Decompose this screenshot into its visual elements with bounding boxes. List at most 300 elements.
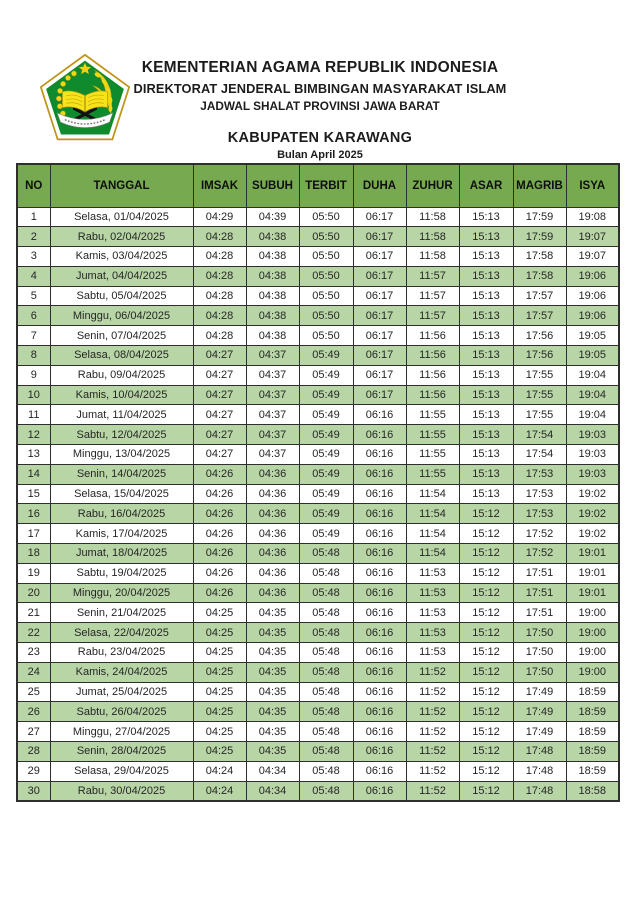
- cell-magrib: 17:56: [513, 326, 566, 346]
- cell-magrib: 17:49: [513, 722, 566, 742]
- cell-imsak: 04:28: [193, 326, 246, 346]
- column-header-magrib: MAGRIB: [513, 164, 566, 207]
- cell-isya: 19:06: [566, 306, 619, 326]
- cell-terbit: 05:48: [299, 682, 353, 702]
- cell-tanggal: Sabtu, 12/04/2025: [50, 425, 193, 445]
- cell-imsak: 04:27: [193, 385, 246, 405]
- cell-zuhur: 11:52: [406, 781, 459, 801]
- cell-asar: 15:13: [459, 385, 513, 405]
- cell-asar: 15:13: [459, 464, 513, 484]
- cell-tanggal: Sabtu, 05/04/2025: [50, 286, 193, 306]
- cell-tanggal: Selasa, 29/04/2025: [50, 761, 193, 781]
- cell-tanggal: Sabtu, 26/04/2025: [50, 702, 193, 722]
- cell-zuhur: 11:52: [406, 761, 459, 781]
- cell-zuhur: 11:58: [406, 207, 459, 227]
- cell-asar: 15:12: [459, 781, 513, 801]
- cell-asar: 15:13: [459, 227, 513, 247]
- cell-subuh: 04:35: [246, 603, 299, 623]
- cell-imsak: 04:28: [193, 286, 246, 306]
- cell-zuhur: 11:56: [406, 365, 459, 385]
- cell-duha: 06:16: [353, 761, 406, 781]
- cell-no: 29: [17, 761, 50, 781]
- cell-isya: 19:05: [566, 326, 619, 346]
- table-row: [17, 425, 619, 445]
- cell-terbit: 05:49: [299, 365, 353, 385]
- cell-duha: 06:16: [353, 742, 406, 762]
- cell-zuhur: 11:58: [406, 227, 459, 247]
- cell-no: 7: [17, 326, 50, 346]
- cell-no: 4: [17, 266, 50, 286]
- cell-subuh: 04:35: [246, 643, 299, 663]
- cell-asar: 15:13: [459, 445, 513, 465]
- cell-zuhur: 11:53: [406, 563, 459, 583]
- column-header-asar: ASAR: [459, 164, 513, 207]
- cell-subuh: 04:35: [246, 742, 299, 762]
- cell-zuhur: 11:53: [406, 623, 459, 643]
- table-row: [17, 306, 619, 326]
- table-row: [17, 464, 619, 484]
- cell-isya: 19:05: [566, 346, 619, 366]
- cell-magrib: 17:57: [513, 286, 566, 306]
- cell-duha: 06:16: [353, 504, 406, 524]
- cell-terbit: 05:49: [299, 504, 353, 524]
- cell-asar: 15:12: [459, 761, 513, 781]
- cell-tanggal: Senin, 14/04/2025: [50, 464, 193, 484]
- cell-no: 24: [17, 662, 50, 682]
- cell-magrib: 17:54: [513, 425, 566, 445]
- cell-no: 15: [17, 484, 50, 504]
- cell-isya: 19:02: [566, 524, 619, 544]
- cell-asar: 15:13: [459, 306, 513, 326]
- cell-zuhur: 11:55: [406, 445, 459, 465]
- cell-asar: 15:12: [459, 662, 513, 682]
- cell-isya: 18:59: [566, 682, 619, 702]
- cell-magrib: 17:59: [513, 207, 566, 227]
- cell-isya: 18:59: [566, 702, 619, 722]
- cell-imsak: 04:28: [193, 306, 246, 326]
- cell-magrib: 17:48: [513, 781, 566, 801]
- cell-asar: 15:13: [459, 266, 513, 286]
- cell-tanggal: Jumat, 11/04/2025: [50, 405, 193, 425]
- cell-magrib: 17:54: [513, 445, 566, 465]
- cell-subuh: 04:39: [246, 207, 299, 227]
- table-row: [17, 484, 619, 504]
- cell-tanggal: Kamis, 03/04/2025: [50, 247, 193, 267]
- cell-asar: 15:12: [459, 524, 513, 544]
- cell-no: 8: [17, 346, 50, 366]
- cell-zuhur: 11:56: [406, 346, 459, 366]
- cell-subuh: 04:34: [246, 781, 299, 801]
- cell-duha: 06:16: [353, 722, 406, 742]
- table-row: [17, 682, 619, 702]
- cell-duha: 06:16: [353, 623, 406, 643]
- cell-isya: 19:00: [566, 662, 619, 682]
- column-header-imsak: IMSAK: [193, 164, 246, 207]
- cell-tanggal: Selasa, 01/04/2025: [50, 207, 193, 227]
- cell-imsak: 04:24: [193, 761, 246, 781]
- cell-magrib: 17:55: [513, 385, 566, 405]
- cell-imsak: 04:26: [193, 464, 246, 484]
- cell-duha: 06:16: [353, 682, 406, 702]
- cell-isya: 18:58: [566, 781, 619, 801]
- cell-subuh: 04:36: [246, 544, 299, 564]
- cell-subuh: 04:35: [246, 662, 299, 682]
- cell-magrib: 17:58: [513, 247, 566, 267]
- cell-zuhur: 11:54: [406, 504, 459, 524]
- cell-subuh: 04:38: [246, 247, 299, 267]
- cell-terbit: 05:50: [299, 306, 353, 326]
- cell-duha: 06:16: [353, 464, 406, 484]
- cell-imsak: 04:25: [193, 682, 246, 702]
- cell-magrib: 17:50: [513, 643, 566, 663]
- cell-imsak: 04:28: [193, 247, 246, 267]
- cell-duha: 06:17: [353, 266, 406, 286]
- cell-subuh: 04:34: [246, 761, 299, 781]
- cell-isya: 19:02: [566, 504, 619, 524]
- table-row: [17, 227, 619, 247]
- table-row: [17, 247, 619, 267]
- cell-zuhur: 11:57: [406, 266, 459, 286]
- cell-zuhur: 11:55: [406, 425, 459, 445]
- cell-asar: 15:13: [459, 286, 513, 306]
- cell-asar: 15:12: [459, 722, 513, 742]
- cell-duha: 06:16: [353, 544, 406, 564]
- cell-asar: 15:12: [459, 643, 513, 663]
- cell-imsak: 04:24: [193, 781, 246, 801]
- cell-duha: 06:16: [353, 781, 406, 801]
- cell-imsak: 04:26: [193, 524, 246, 544]
- cell-terbit: 05:48: [299, 623, 353, 643]
- cell-terbit: 05:49: [299, 405, 353, 425]
- cell-imsak: 04:26: [193, 484, 246, 504]
- cell-imsak: 04:25: [193, 623, 246, 643]
- cell-isya: 19:08: [566, 207, 619, 227]
- column-header-zuhur: ZUHUR: [406, 164, 459, 207]
- cell-tanggal: Selasa, 15/04/2025: [50, 484, 193, 504]
- cell-magrib: 17:52: [513, 524, 566, 544]
- cell-tanggal: Rabu, 30/04/2025: [50, 781, 193, 801]
- cell-subuh: 04:36: [246, 464, 299, 484]
- cell-imsak: 04:27: [193, 346, 246, 366]
- cell-magrib: 17:52: [513, 544, 566, 564]
- cell-subuh: 04:37: [246, 425, 299, 445]
- cell-zuhur: 11:56: [406, 385, 459, 405]
- cell-duha: 06:16: [353, 583, 406, 603]
- table-row: [17, 524, 619, 544]
- cell-zuhur: 11:54: [406, 544, 459, 564]
- cell-duha: 06:16: [353, 603, 406, 623]
- cell-zuhur: 11:57: [406, 306, 459, 326]
- cell-terbit: 05:48: [299, 702, 353, 722]
- cell-isya: 19:01: [566, 583, 619, 603]
- cell-tanggal: Kamis, 10/04/2025: [50, 385, 193, 405]
- cell-magrib: 17:51: [513, 603, 566, 623]
- cell-terbit: 05:49: [299, 524, 353, 544]
- cell-magrib: 17:51: [513, 563, 566, 583]
- cell-terbit: 05:49: [299, 385, 353, 405]
- cell-terbit: 05:48: [299, 563, 353, 583]
- cell-subuh: 04:35: [246, 722, 299, 742]
- cell-subuh: 04:38: [246, 286, 299, 306]
- cell-imsak: 04:26: [193, 544, 246, 564]
- cell-terbit: 05:49: [299, 346, 353, 366]
- cell-isya: 18:59: [566, 722, 619, 742]
- cell-asar: 15:12: [459, 682, 513, 702]
- cell-terbit: 05:48: [299, 603, 353, 623]
- cell-magrib: 17:48: [513, 742, 566, 762]
- cell-isya: 19:06: [566, 286, 619, 306]
- column-header-subuh: SUBUH: [246, 164, 299, 207]
- ministry-title: KEMENTERIAN AGAMA REPUBLIK INDONESIA: [141, 59, 499, 76]
- cell-no: 19: [17, 563, 50, 583]
- cell-zuhur: 11:58: [406, 247, 459, 267]
- cell-duha: 06:17: [353, 207, 406, 227]
- cell-subuh: 04:38: [246, 227, 299, 247]
- cell-no: 9: [17, 365, 50, 385]
- column-header-duha: DUHA: [353, 164, 406, 207]
- cell-duha: 06:16: [353, 445, 406, 465]
- cell-isya: 19:00: [566, 623, 619, 643]
- cell-magrib: 17:55: [513, 365, 566, 385]
- cell-no: 18: [17, 544, 50, 564]
- table-row: [17, 445, 619, 465]
- table-row: [17, 544, 619, 564]
- cell-imsak: 04:25: [193, 722, 246, 742]
- cell-tanggal: Rabu, 09/04/2025: [50, 365, 193, 385]
- cell-tanggal: Senin, 21/04/2025: [50, 603, 193, 623]
- cell-tanggal: Minggu, 13/04/2025: [50, 445, 193, 465]
- cell-isya: 19:01: [566, 563, 619, 583]
- cell-no: 21: [17, 603, 50, 623]
- table-row: [17, 662, 619, 682]
- cell-zuhur: 11:52: [406, 742, 459, 762]
- cell-subuh: 04:37: [246, 445, 299, 465]
- cell-subuh: 04:38: [246, 306, 299, 326]
- cell-no: 17: [17, 524, 50, 544]
- cell-asar: 15:12: [459, 563, 513, 583]
- cell-duha: 06:16: [353, 563, 406, 583]
- cell-no: 12: [17, 425, 50, 445]
- cell-tanggal: Jumat, 18/04/2025: [50, 544, 193, 564]
- cell-terbit: 05:48: [299, 662, 353, 682]
- cell-duha: 06:17: [353, 385, 406, 405]
- cell-isya: 19:04: [566, 385, 619, 405]
- cell-zuhur: 11:52: [406, 702, 459, 722]
- cell-terbit: 05:48: [299, 544, 353, 564]
- cell-tanggal: Kamis, 24/04/2025: [50, 662, 193, 682]
- table-row: [17, 563, 619, 583]
- cell-terbit: 05:50: [299, 207, 353, 227]
- cell-subuh: 04:35: [246, 623, 299, 643]
- cell-duha: 06:17: [353, 326, 406, 346]
- schedule-province-subtitle: JADWAL SHALAT PROVINSI JAWA BARAT: [200, 99, 440, 113]
- cell-magrib: 17:50: [513, 623, 566, 643]
- cell-imsak: 04:27: [193, 425, 246, 445]
- cell-magrib: 17:53: [513, 504, 566, 524]
- cell-no: 2: [17, 227, 50, 247]
- cell-isya: 19:00: [566, 603, 619, 623]
- cell-tanggal: Jumat, 25/04/2025: [50, 682, 193, 702]
- cell-no: 22: [17, 623, 50, 643]
- cell-duha: 06:17: [353, 227, 406, 247]
- cell-no: 3: [17, 247, 50, 267]
- table-row: [17, 742, 619, 762]
- cell-isya: 18:59: [566, 761, 619, 781]
- table-row: [17, 583, 619, 603]
- cell-imsak: 04:26: [193, 583, 246, 603]
- cell-imsak: 04:26: [193, 504, 246, 524]
- cell-terbit: 05:49: [299, 464, 353, 484]
- cell-magrib: 17:48: [513, 761, 566, 781]
- cell-imsak: 04:25: [193, 603, 246, 623]
- cell-terbit: 05:48: [299, 742, 353, 762]
- table-row: [17, 781, 619, 801]
- cell-imsak: 04:28: [193, 227, 246, 247]
- cell-subuh: 04:38: [246, 326, 299, 346]
- column-header-no: NO: [17, 164, 50, 207]
- cell-no: 6: [17, 306, 50, 326]
- cell-tanggal: Sabtu, 19/04/2025: [50, 563, 193, 583]
- cell-asar: 15:13: [459, 365, 513, 385]
- cell-imsak: 04:28: [193, 266, 246, 286]
- cell-no: 30: [17, 781, 50, 801]
- cell-duha: 06:16: [353, 702, 406, 722]
- cell-asar: 15:13: [459, 346, 513, 366]
- cell-terbit: 05:48: [299, 583, 353, 603]
- cell-terbit: 05:50: [299, 266, 353, 286]
- cell-subuh: 04:37: [246, 405, 299, 425]
- cell-magrib: 17:59: [513, 227, 566, 247]
- table-row: [17, 346, 619, 366]
- cell-terbit: 05:49: [299, 484, 353, 504]
- table-row: [17, 722, 619, 742]
- cell-imsak: 04:25: [193, 742, 246, 762]
- table-header-row: [17, 164, 619, 207]
- cell-isya: 19:03: [566, 464, 619, 484]
- cell-asar: 15:13: [459, 425, 513, 445]
- cell-terbit: 05:48: [299, 643, 353, 663]
- cell-terbit: 05:49: [299, 445, 353, 465]
- column-header-terbit: TERBIT: [299, 164, 353, 207]
- cell-no: 23: [17, 643, 50, 663]
- cell-magrib: 17:53: [513, 484, 566, 504]
- cell-magrib: 17:53: [513, 464, 566, 484]
- cell-asar: 15:12: [459, 603, 513, 623]
- cell-subuh: 04:35: [246, 682, 299, 702]
- cell-tanggal: Jumat, 04/04/2025: [50, 266, 193, 286]
- cell-imsak: 04:27: [193, 365, 246, 385]
- table-row: [17, 603, 619, 623]
- prayer-times-table: [16, 163, 620, 802]
- cell-terbit: 05:49: [299, 425, 353, 445]
- cell-no: 14: [17, 464, 50, 484]
- cell-asar: 15:12: [459, 742, 513, 762]
- cell-no: 25: [17, 682, 50, 702]
- cell-duha: 06:16: [353, 405, 406, 425]
- cell-zuhur: 11:56: [406, 326, 459, 346]
- cell-duha: 06:16: [353, 662, 406, 682]
- cell-magrib: 17:50: [513, 662, 566, 682]
- cell-tanggal: Minggu, 06/04/2025: [50, 306, 193, 326]
- cell-zuhur: 11:54: [406, 484, 459, 504]
- cell-zuhur: 11:55: [406, 464, 459, 484]
- cell-isya: 19:04: [566, 365, 619, 385]
- cell-terbit: 05:50: [299, 227, 353, 247]
- cell-isya: 19:07: [566, 227, 619, 247]
- cell-zuhur: 11:53: [406, 583, 459, 603]
- cell-subuh: 04:36: [246, 563, 299, 583]
- table-row: [17, 405, 619, 425]
- cell-zuhur: 11:53: [406, 643, 459, 663]
- table-row: [17, 266, 619, 286]
- cell-no: 13: [17, 445, 50, 465]
- cell-tanggal: Rabu, 02/04/2025: [50, 227, 193, 247]
- table-body: [17, 207, 619, 801]
- cell-no: 11: [17, 405, 50, 425]
- cell-magrib: 17:49: [513, 682, 566, 702]
- cell-imsak: 04:25: [193, 643, 246, 663]
- cell-subuh: 04:37: [246, 346, 299, 366]
- cell-isya: 19:06: [566, 266, 619, 286]
- cell-subuh: 04:36: [246, 484, 299, 504]
- cell-asar: 15:12: [459, 623, 513, 643]
- cell-tanggal: Minggu, 27/04/2025: [50, 722, 193, 742]
- table-row: [17, 365, 619, 385]
- cell-asar: 15:12: [459, 504, 513, 524]
- cell-tanggal: Rabu, 23/04/2025: [50, 643, 193, 663]
- cell-tanggal: Selasa, 22/04/2025: [50, 623, 193, 643]
- cell-isya: 18:59: [566, 742, 619, 762]
- table-row: [17, 504, 619, 524]
- cell-duha: 06:16: [353, 524, 406, 544]
- cell-no: 1: [17, 207, 50, 227]
- cell-no: 27: [17, 722, 50, 742]
- cell-no: 16: [17, 504, 50, 524]
- cell-zuhur: 11:52: [406, 722, 459, 742]
- cell-isya: 19:01: [566, 544, 619, 564]
- cell-isya: 19:04: [566, 405, 619, 425]
- cell-duha: 06:17: [353, 365, 406, 385]
- cell-imsak: 04:27: [193, 445, 246, 465]
- cell-asar: 15:12: [459, 544, 513, 564]
- cell-zuhur: 11:52: [406, 662, 459, 682]
- cell-tanggal: Senin, 07/04/2025: [50, 326, 193, 346]
- cell-imsak: 04:25: [193, 702, 246, 722]
- cell-asar: 15:13: [459, 484, 513, 504]
- cell-subuh: 04:36: [246, 583, 299, 603]
- cell-subuh: 04:38: [246, 266, 299, 286]
- cell-duha: 06:16: [353, 425, 406, 445]
- cell-isya: 19:03: [566, 425, 619, 445]
- cell-zuhur: 11:52: [406, 682, 459, 702]
- cell-imsak: 04:29: [193, 207, 246, 227]
- cell-magrib: 17:55: [513, 405, 566, 425]
- cell-subuh: 04:36: [246, 504, 299, 524]
- directorate-subtitle: DIREKTORAT JENDERAL BIMBINGAN MASYARAKAT ISLAM: [133, 81, 507, 96]
- table-row: [17, 207, 619, 227]
- cell-no: 20: [17, 583, 50, 603]
- cell-zuhur: 11:55: [406, 405, 459, 425]
- cell-imsak: 04:27: [193, 405, 246, 425]
- cell-duha: 06:17: [353, 286, 406, 306]
- cell-terbit: 05:50: [299, 247, 353, 267]
- cell-tanggal: Kamis, 17/04/2025: [50, 524, 193, 544]
- cell-no: 28: [17, 742, 50, 762]
- cell-asar: 15:13: [459, 247, 513, 267]
- cell-terbit: 05:48: [299, 722, 353, 742]
- table-row: [17, 702, 619, 722]
- cell-isya: 19:03: [566, 445, 619, 465]
